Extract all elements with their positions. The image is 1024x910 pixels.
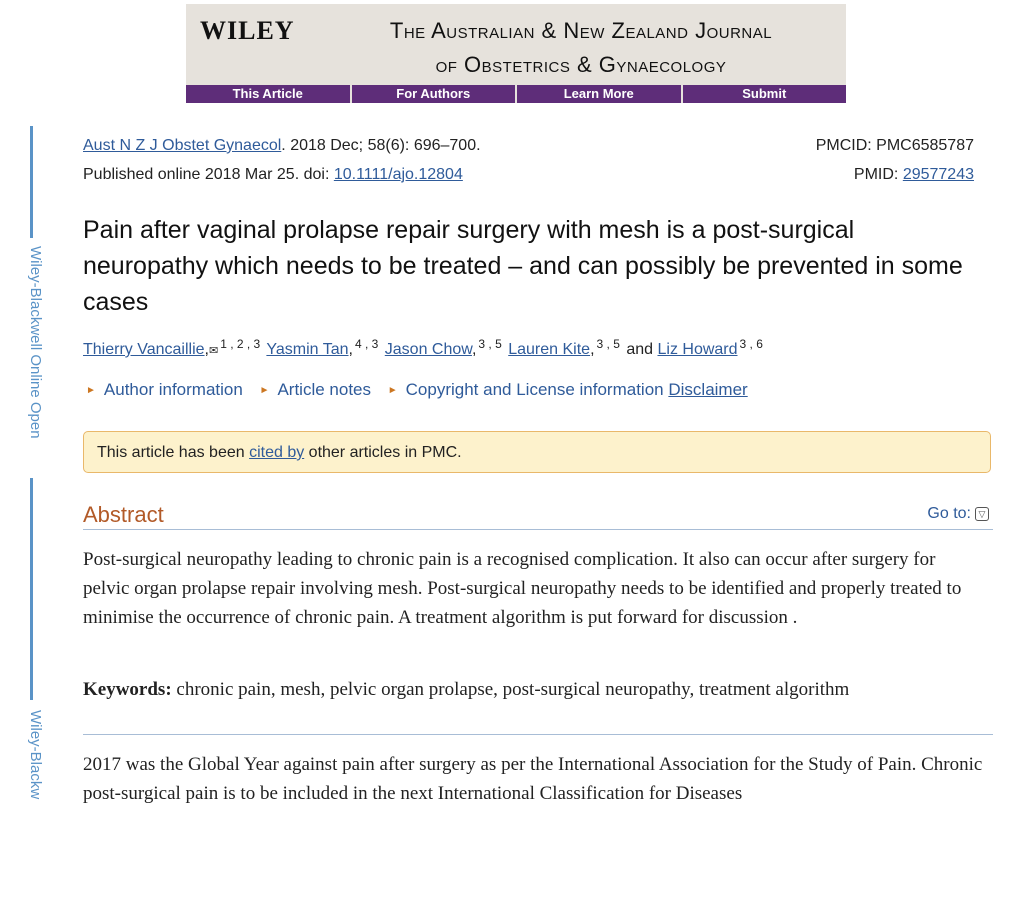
citation-info bbox=[83, 131, 481, 189]
abstract-text: Post-surgical neuropathy leading to chronic pain is a recognised complication. It also can occur after surgery for pelvic organ prolapse repair involving mesh. Post-surgical neuropathy needs to be identified and properly treated to minimise the occurrence of chronic pain. A treatment algorithm is put forward for discussion . bbox=[83, 549, 962, 628]
goto-label[interactable]: Go to: bbox=[927, 505, 971, 522]
journal-title-line1: The Australian & New Zealand Journal bbox=[389, 18, 773, 43]
authors-and: and bbox=[626, 341, 654, 358]
keywords-list: chronic pain, mesh, pelvic organ prolapse, post-surgical neuropathy, treatment algorithm bbox=[176, 679, 850, 700]
journal-banner bbox=[186, 4, 846, 103]
cited-by-suffix: other articles in PMC. bbox=[304, 444, 462, 461]
nav-learn-more[interactable]: Learn More bbox=[515, 85, 681, 103]
citation-details: . 2018 Dec; 58(6): 696–700. bbox=[281, 137, 481, 154]
cited-by-notice bbox=[83, 431, 991, 473]
author-link[interactable]: Yasmin Tan bbox=[266, 341, 349, 358]
expand-triangle-icon: ► bbox=[259, 385, 270, 396]
journal-title[interactable] bbox=[326, 14, 836, 82]
pmid-link[interactable]: 29577243 bbox=[902, 166, 974, 183]
author-affiliation[interactable]: 1 , 2 , 3 bbox=[220, 337, 261, 351]
author-list: Thierry Vancaillie,✉ $^{1 , 2 , 3}$ Yasmin Tan, $^{4 , 3}$ Jason Chow, $^{3 , 5}$ Lauren Kite, $^{3 , 5}$ and Liz Howard $^{3 , 6}$ bbox=[83, 337, 763, 358]
published-date: Published online 2018 Mar 25. doi: bbox=[83, 166, 334, 183]
pmcid: PMCID: PMC6585787 bbox=[815, 137, 974, 154]
author-link[interactable]: Jason Chow bbox=[384, 341, 472, 358]
goto-menu[interactable] bbox=[927, 505, 989, 523]
disclaimer-link[interactable]: Disclaimer bbox=[668, 380, 748, 399]
expand-triangle-icon: ► bbox=[86, 385, 96, 396]
abstract-heading: Abstract bbox=[83, 502, 164, 527]
cited-by-prefix: This article has been bbox=[97, 444, 250, 461]
journal-nav bbox=[186, 85, 846, 103]
author-information-toggle[interactable]: Author information bbox=[103, 380, 243, 399]
nav-submit[interactable]: Submit bbox=[681, 85, 847, 103]
expand-triangle-icon: ► bbox=[387, 385, 398, 396]
side-watermark-text: Wiley-Blackwell Online Open bbox=[27, 246, 44, 439]
side-watermark-text-2: Wiley-Blackw bbox=[27, 710, 44, 800]
chevron-down-icon[interactable]: ▽ bbox=[975, 507, 989, 521]
section-divider bbox=[83, 734, 993, 735]
author-affiliation[interactable]: 3 , 5 bbox=[596, 337, 620, 351]
author-affiliation[interactable]: 3 , 5 bbox=[478, 337, 502, 351]
side-line-middle bbox=[30, 478, 33, 700]
body-paragraph: 2017 was the Global Year against pain after surgery as per the International Association for the Study of Pain. Chronic post-surgical pain is to be included in the next International Classification for Diseases bbox=[83, 754, 983, 804]
cited-by-link[interactable]: cited by bbox=[249, 444, 305, 461]
wiley-logo[interactable]: WILEY bbox=[200, 16, 295, 45]
side-line-top bbox=[30, 126, 33, 238]
article-info-links bbox=[86, 380, 748, 400]
keywords-label: Keywords: bbox=[83, 679, 172, 700]
email-icon[interactable]: ✉ bbox=[208, 345, 219, 357]
author-link[interactable]: Thierry Vancaillie bbox=[83, 341, 205, 358]
article-notes-toggle[interactable]: Article notes bbox=[277, 380, 371, 399]
doi-link[interactable]: 10.1111/ajo.12804 bbox=[333, 166, 463, 183]
author-affiliation[interactable]: 4 , 3 bbox=[354, 337, 379, 351]
journal-link[interactable]: Aust N Z J Obstet Gynaecol bbox=[83, 137, 282, 154]
journal-title-line2: of Obstetrics & Gynaecology bbox=[435, 52, 727, 77]
author-link[interactable]: Liz Howard bbox=[657, 341, 738, 358]
side-watermark bbox=[22, 126, 42, 807]
author-affiliation[interactable]: 3 , 6 bbox=[739, 337, 763, 351]
copyright-toggle[interactable]: Copyright and License information bbox=[405, 380, 664, 399]
nav-this-article[interactable]: This Article bbox=[186, 85, 350, 103]
author-link[interactable]: Lauren Kite bbox=[508, 341, 591, 358]
abstract-header bbox=[83, 500, 993, 530]
nav-for-authors[interactable]: For Authors bbox=[350, 85, 516, 103]
keywords bbox=[83, 676, 983, 704]
citation-ids bbox=[816, 131, 974, 189]
article-title: Pain after vaginal prolapse repair surgery with mesh is a post-surgical neuropathy which needs to be treated – and can possibly be prevented in some cases bbox=[83, 216, 963, 316]
pmid-label: PMID: bbox=[853, 166, 903, 183]
